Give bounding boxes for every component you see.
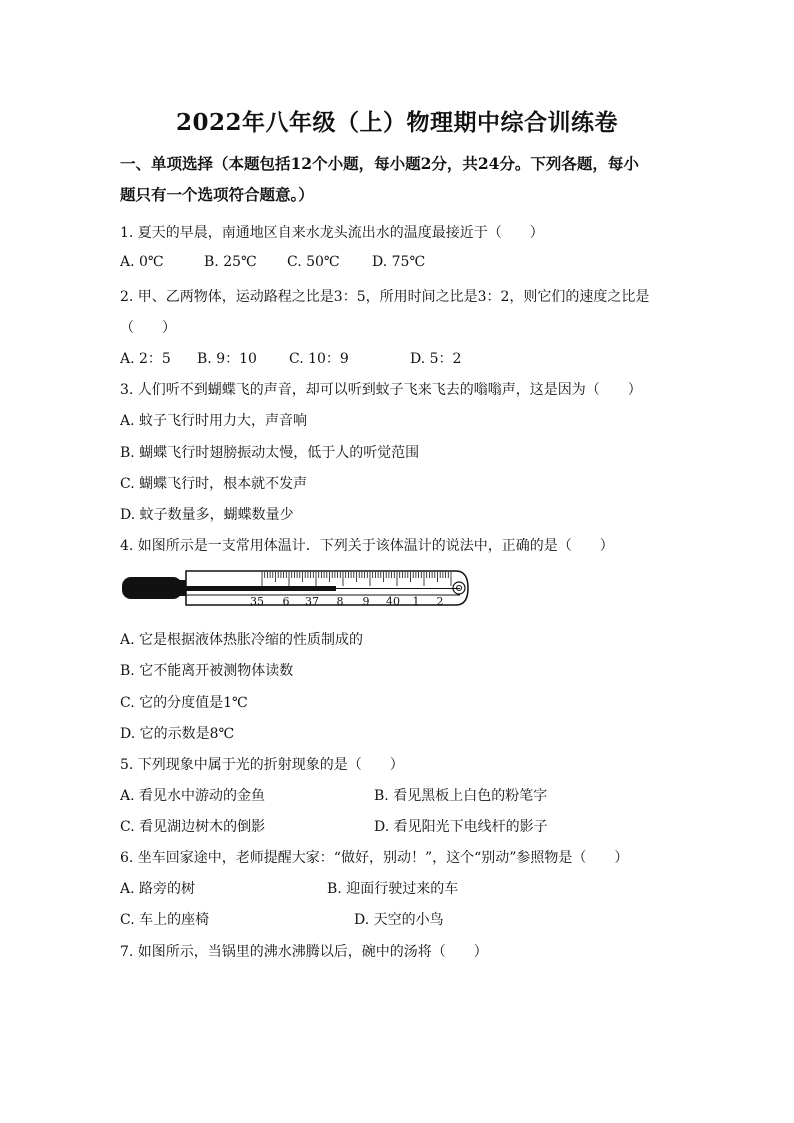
question-2-option-a: A. 2：5 xyxy=(120,351,171,367)
thermometer-drawing xyxy=(120,567,472,611)
question-6-stem: 6. 坐车回家途中，老师提醒大家：“做好，别动！”，这个“别动”参照物是（ ） xyxy=(120,850,629,866)
scale-label: 6 xyxy=(282,595,290,608)
question-5-stem: 5. 下列现象中属于光的折射现象的是（ ） xyxy=(120,757,404,773)
question-2-option-d: D. 5：2 xyxy=(410,351,462,367)
section-heading-line1: 一、单项选择（本题包括12个小题，每小题2分，共24分。下列各题，每小 xyxy=(120,154,639,173)
question-1-option-c: C. 50℃ xyxy=(287,254,340,270)
question-6-option-a: A. 路旁的树 xyxy=(120,881,196,897)
scale-label: 1 xyxy=(412,595,420,608)
question-3-option-d: D. 蚊子数量多，蝴蝶数量少 xyxy=(120,507,294,523)
question-4-option-c: C. 它的分度值是1℃ xyxy=(120,695,248,711)
question-3-option-b: B. 蝴蝶飞行时翅膀振动太慢，低于人的听觉范围 xyxy=(120,445,420,461)
scale-label: 35 xyxy=(250,595,264,608)
question-4-option-d: D. 它的示数是8℃ xyxy=(120,726,235,742)
scale-label: 40 xyxy=(386,595,400,608)
thermometer-figure xyxy=(120,567,472,611)
question-3-option-a: A. 蚊子飞行时用力大，声音响 xyxy=(120,413,308,429)
question-4-option-a: A. 它是根据液体热胀冷缩的性质制成的 xyxy=(120,632,364,648)
question-2-stem-continued: （ ） xyxy=(120,320,176,336)
scale-label: 9 xyxy=(362,595,370,608)
question-2-option-b: B. 9：10 xyxy=(197,351,257,367)
mercury-column xyxy=(186,586,336,591)
question-1-stem: 1. 夏天的早晨，南通地区自来水龙头流出水的温度最接近于（ ） xyxy=(120,225,544,241)
question-5-option-c: C. 看见湖边树木的倒影 xyxy=(120,819,266,835)
scale-label: 8 xyxy=(336,595,344,608)
section-heading-line2: 题只有一个选项符合题意。） xyxy=(120,185,314,204)
question-6-option-b: B. 迎面行驶过来的车 xyxy=(327,881,459,897)
question-5-option-a: A. 看见水中游动的金鱼 xyxy=(120,788,266,804)
question-3-option-c: C. 蝴蝶飞行时，根本就不发声 xyxy=(120,476,308,492)
question-5-option-d: D. 看见阳光下电线杆的影子 xyxy=(374,819,548,835)
page-title: 2022年八年级（上）物理期中综合训练卷 xyxy=(175,109,618,136)
question-1-option-b: B. 25℃ xyxy=(204,254,257,270)
question-3-stem: 3. 人们听不到蝴蝶飞的声音，却可以听到蚊子飞来飞去的嗡嗡声，这是因为（ ） xyxy=(120,382,642,398)
question-6-option-d: D. 天空的小鸟 xyxy=(354,912,444,928)
question-2-option-c: C. 10：9 xyxy=(289,351,349,367)
question-5-option-b: B. 看见黑板上白色的粉笔字 xyxy=(374,788,548,804)
question-4-option-b: B. 它不能离开被测物体读数 xyxy=(120,663,294,679)
thermometer-bulb xyxy=(122,577,182,599)
scale-label: 37 xyxy=(305,595,319,608)
question-6-option-c: C. 车上的座椅 xyxy=(120,912,210,928)
question-1-option-a: A. 0℃ xyxy=(120,254,164,270)
question-1-option-d: D. 75℃ xyxy=(372,254,426,270)
question-2-stem: 2. 甲、乙两物体，运动路程之比是3：5，所用时间之比是3：2，则它们的速度之比是 xyxy=(120,289,650,305)
question-7-stem: 7. 如图所示，当锅里的沸水沸腾以后，碗中的汤将（ ） xyxy=(120,944,488,960)
question-4-stem: 4. 如图所示是一支常用体温计．下列关于该体温计的说法中，正确的是（ ） xyxy=(120,538,614,554)
scale-label: 2 xyxy=(436,595,444,608)
